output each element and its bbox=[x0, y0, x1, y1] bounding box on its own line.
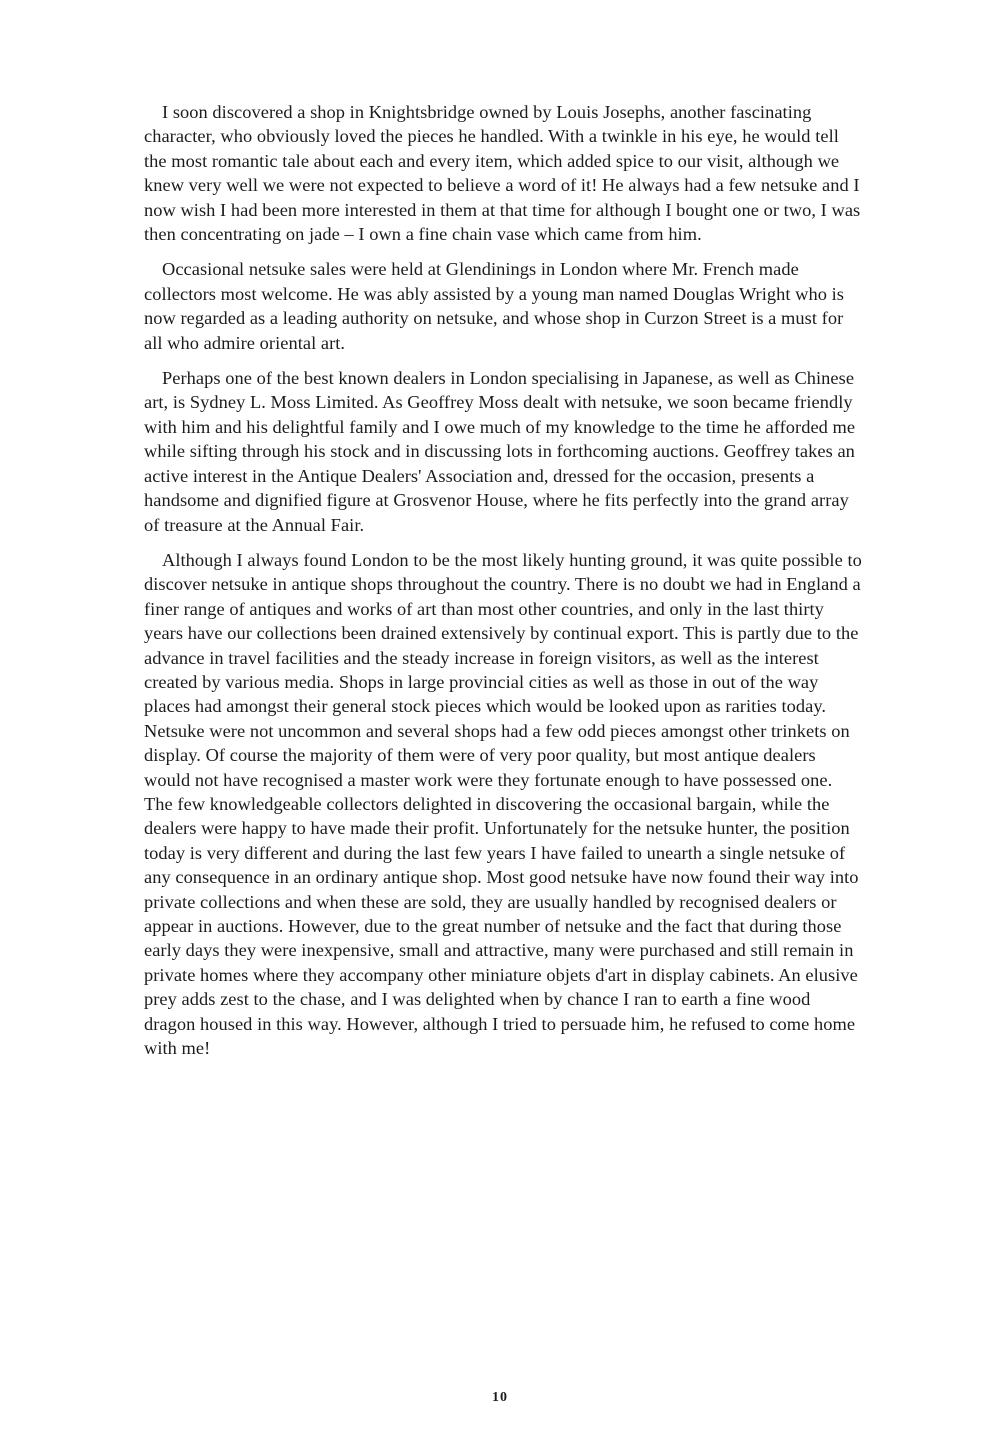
body-text bbox=[144, 100, 862, 1071]
page-number: 10 bbox=[492, 1390, 508, 1405]
paragraph-hunting-ground: Although I always found London to be the most likely hunting ground, it was quite possible to discover netsuke in antique shops throughout the country. There is no doubt we had in England a finer range of antiques and works of art than most other countries, and only in the last thirty years have our collections been drained extensively by continual export. This is partly due to the advance in travel facilities and the steady increase in foreign visitors, as well as the interest created by various media. Shops in large provincial cities as well as those in out of the way places had amongst their general stock pieces which would be looked upon as rarities today. Netsuke were not uncommon and several shops had a few odd pieces amongst other trinkets on display. Of course the majority of them were of very poor quality, but most antique dealers would not have recognised a master work were they fortunate enough to have possessed one. The few knowledgeable collectors delighted in discovering the occasional bargain, while the dealers were happy to have made their profit. Unfortunately for the netsuke hunter, the position today is very different and during the last few years I have failed to unearth a single netsuke of any consequence in an ordinary antique shop. Most good netsuke have now found their way into private collections and when these are sold, they are usually handled by recognised dealers or appear in auctions. However, due to the great number of netsuke and the fact that during those early days they were inexpensive, small and attractive, many were purchased and still remain in private homes where they accompany other miniature objets d'art in display cabinets. An elusive prey adds zest to the chase, and I was delighted when by chance I ran to earth a fine wood dragon housed in this way. However, although I tried to persuade him, he refused to come home with me! bbox=[144, 549, 862, 1059]
paragraph-glendinings: Occasional netsuke sales were held at Glendinings in London where Mr. French made collectors most welcome. He was ably assisted by a young man named Douglas Wright who is now regarded as a leading authority on netsuke, and whose shop in Curzon Street is a must for all who admire oriental art. bbox=[144, 259, 844, 353]
paragraph-sydney-moss: Perhaps one of the best known dealers in London specialising in Japanese, as well as Chinese art, is Sydney L. Moss Limited. As Geoffrey Moss dealt with netsuke, we soon became friendly with him and his delightful family and I owe much of my knowledge to the time he afforded me while sifting through his stock and in discussing lots in forthcoming auctions. Geoffrey takes an active interest in the Antique Dealers' Association and, dressed for the occasion, presents a handsome and dignified figure at Grosvenor House, where he fits perfectly into the grand array of treasure at the Annual Fair. bbox=[144, 368, 856, 535]
paragraph-louis-josephs: I soon discovered a shop in Knightsbridge owned by Louis Josephs, another fascinating character, who obviously loved the pieces he handled. With a twinkle in his eye, he would tell the most romantic tale about each and every item, which added spice to our visit, although we knew very well we were not expected to believe a word of it! He always had a few netsuke and I now wish I had been more interested in them at that time for although I bought one or two, I was then concentrating on jade – I own a fine chain vase which came from him. bbox=[144, 102, 861, 245]
